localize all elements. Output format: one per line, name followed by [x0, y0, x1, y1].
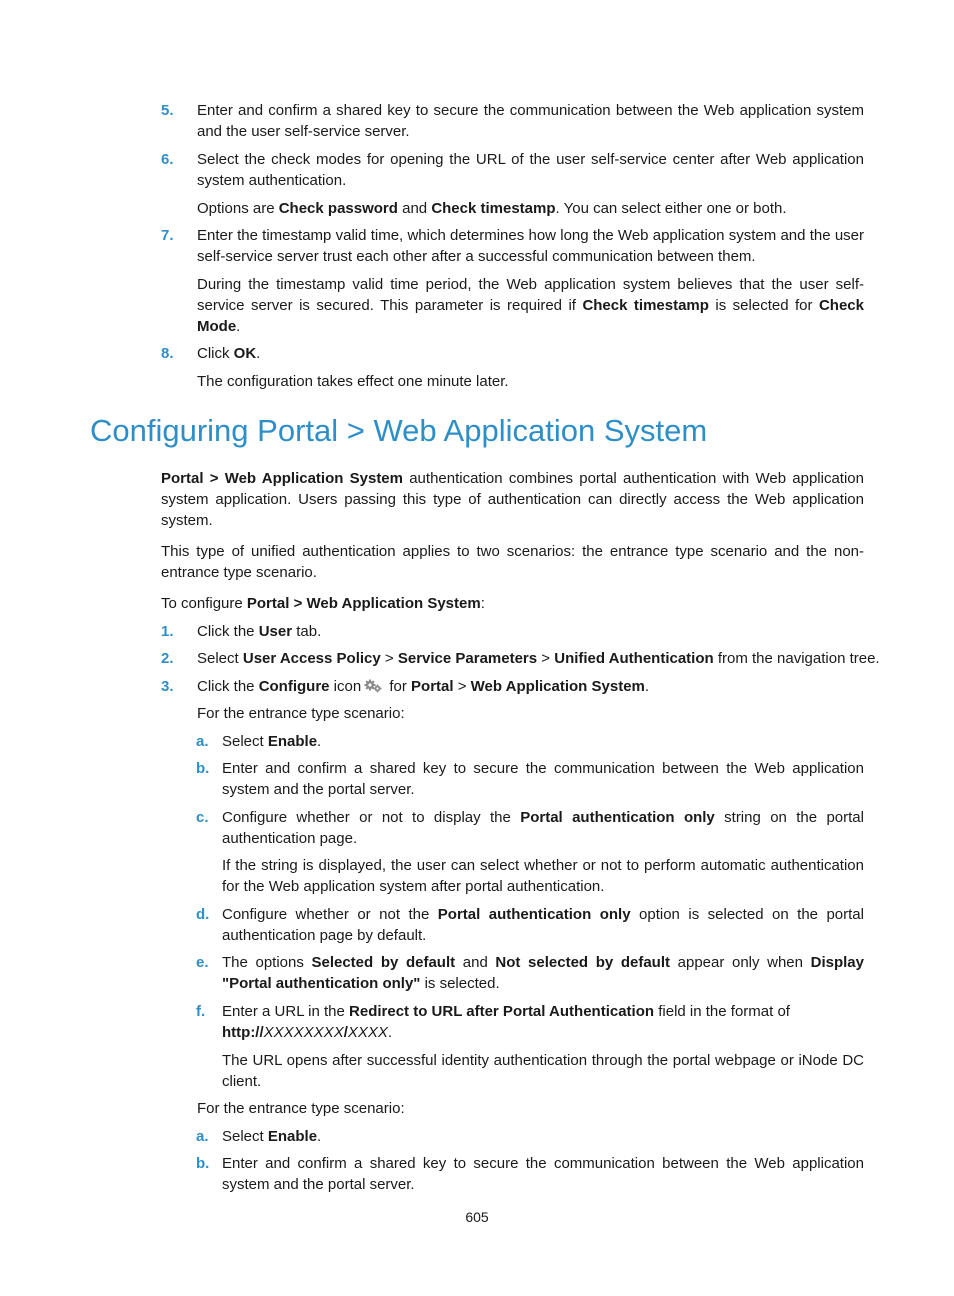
substep-letter: b.	[196, 760, 210, 777]
substep-letter: a.	[196, 1128, 209, 1145]
step-number: 5.	[161, 102, 174, 119]
substep-letter: b.	[196, 1155, 210, 1172]
substep-letter: e.	[196, 954, 209, 971]
substep-letter: d.	[196, 906, 210, 923]
step-text: Enter the timestamp valid time, which determines how long the Web application system and the user self-service server trust each other after a successful communication between them.	[197, 227, 864, 265]
intro-paragraph-1: Portal > Web Application System authentication combines portal authentication with Web application system application. Users passing this type of authentication can directly access the Web application system.	[161, 470, 864, 529]
step-number: 7.	[161, 227, 174, 244]
substep-letter: f.	[196, 1003, 206, 1020]
step-number: 8.	[161, 345, 174, 362]
check-password-label: Check password	[278, 200, 398, 217]
substep-letter: c.	[196, 809, 209, 826]
step-text: Select the check modes for opening the URL of the user self-service center after Web application system authentication.	[197, 151, 864, 189]
step-text: Enter and confirm a shared key to secure the communication between the Web application system and the user self-service server.	[197, 102, 864, 140]
document-page: 5. Enter and confirm a shared key to secure the communication between the Web application system and the user self-service server. 6. Select the check modes for opening the URL of the user self-service center after Web application system authentication. Options are Check password and Check timestamp. You can select either one or both. 7. Enter the timestamp valid time, which determines how long the Web application system and the user self-service server trust each other after a successful communication between them. During the timestamp valid time period, the Web application system believes that the user self-service server is secured. This parameter is required if Check timestamp is selected for Check Mode. 8. Click OK. The configuration takes effect one minute later. Configuring Portal > Web Application System Portal > Web Application System authentication combines portal authentication with Web application system application. Users passing this type of authentication can directly access the Web application system. This type of unified authentication applies to two scenarios: the entrance type scenario and the non-entrance type scenario. To configure Portal > Web Application System: 1. Click the User tab. 2. Select User Access Policy > Service Parameters > Unified Authentication from the navigation tree. 3. Click the Configure icon for Portal > Web Application System. For the entrance type scenario: a. Select Enable. b. Enter and confirm a shared key to secure the communication between the Web application system and the portal server. c. Configure whether or not to display the Portal authentication only string on the portal authentication page. If the string is displayed, the user can select whether or not to perform automatic authentication for the Web application system after portal authentication. d. Configure whether or not the Portal authentication only option is selected on the portal authentication page by default. e. The options Selected by default and Not selected by default appear only when Display "Portal authentication only" is selected. f. Enter a URL in the Redirect to URL after Portal Authentication field in the format of http://XXXXXXXX/XXXX. The URL opens after successful identity authentication through the portal webpage or iNode DC client. For the entrance type scenario: a. Select Enable. b. Enter and confirm a shared key to secure the communication between the Web application system and the portal server. 605	[0, 0, 954, 1296]
substep-letter: a.	[196, 733, 209, 750]
page-number: 605	[465, 1209, 489, 1225]
section-heading: Configuring Portal > Web Application System	[90, 413, 708, 448]
step-number: 1.	[161, 623, 174, 640]
step-number: 3.	[161, 678, 174, 695]
gear-icon	[364, 678, 382, 699]
check-timestamp-label: Check timestamp	[431, 200, 556, 217]
step-number: 6.	[161, 151, 174, 168]
step-number: 2.	[161, 650, 174, 667]
intro-paragraph-2: This type of unified authentication applies to two scenarios: the entrance type scenario and the non-entrance type scenario.	[161, 543, 864, 581]
intro-paragraph-3: To configure Portal > Web Application System:	[161, 595, 485, 612]
